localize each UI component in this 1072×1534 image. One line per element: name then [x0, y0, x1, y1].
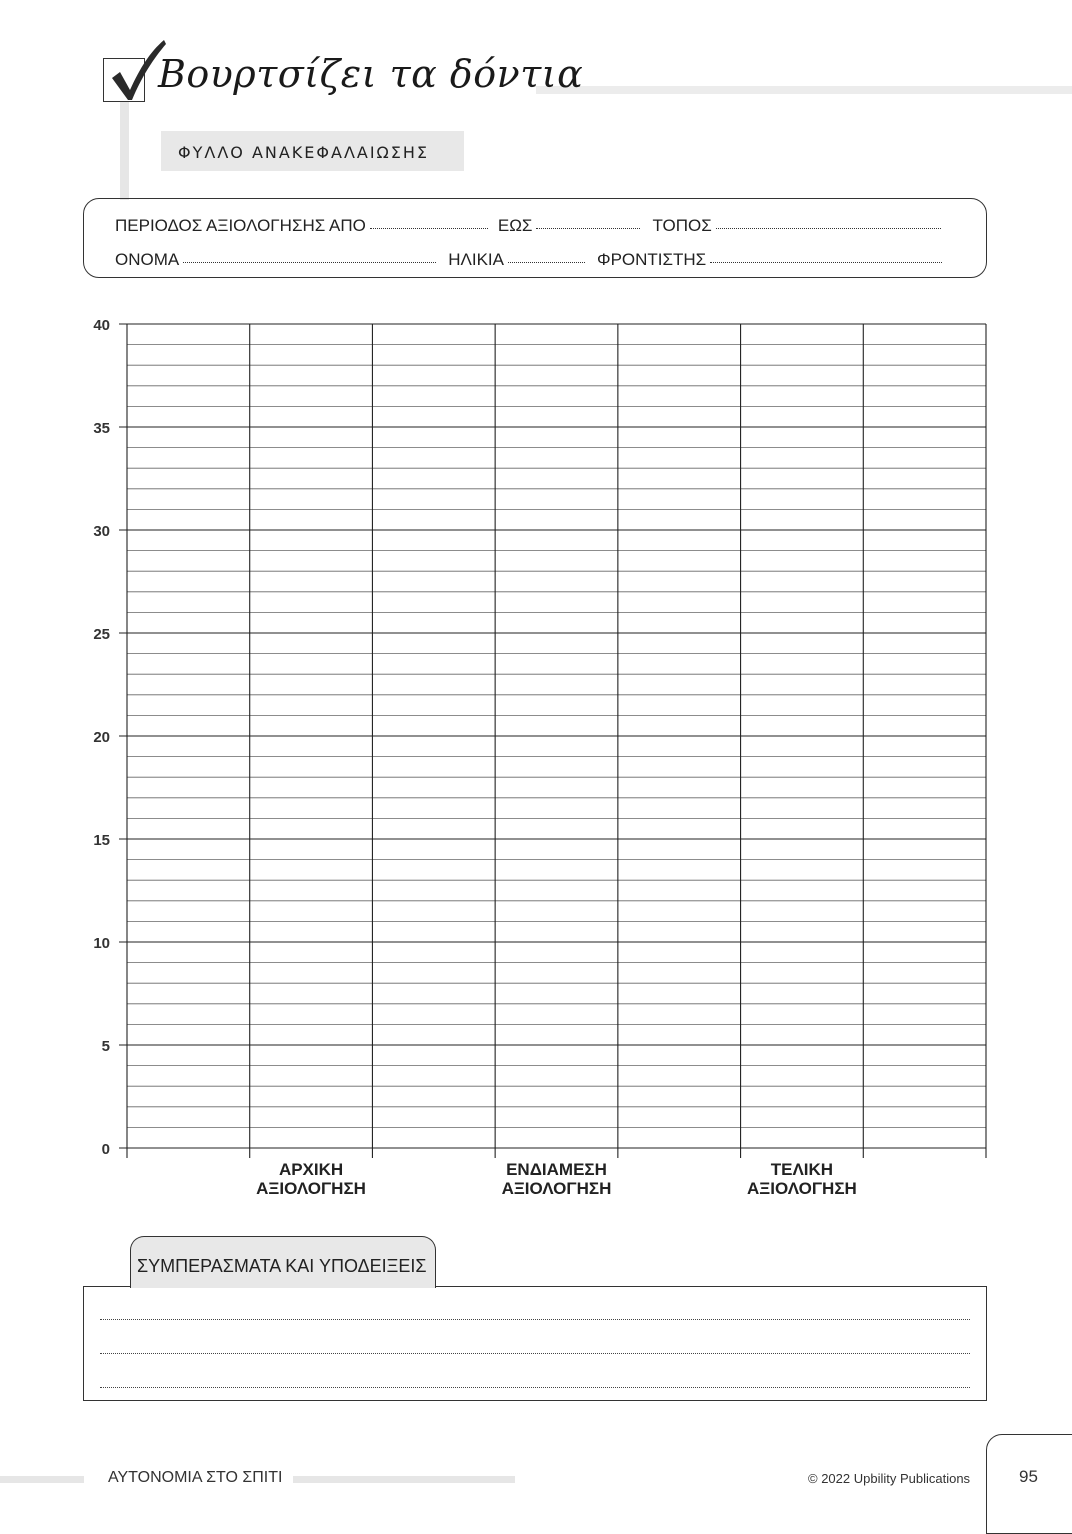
y-tick-label: 5 — [101, 1038, 110, 1055]
x-category-label — [231, 1160, 391, 1198]
x-category-label-line1: ΤΕΛΙΚΗ — [770, 1160, 834, 1179]
x-category-label-line1: ΑΡΧΙΚΗ — [278, 1160, 344, 1179]
place-label: ΤΟΠΟΣ — [652, 216, 712, 235]
page-title: Βουρτσίζει τα δόντια — [158, 52, 584, 96]
y-tick-label: 25 — [93, 626, 110, 643]
x-category-label-line2: ΑΞΙΟΛΟΓΗΣΗ — [256, 1179, 366, 1198]
conclusions-line-2[interactable] — [100, 1353, 970, 1354]
page-number: 95 — [1019, 1467, 1038, 1486]
x-category-label — [477, 1160, 637, 1198]
y-tick-label: 15 — [93, 832, 110, 849]
footer-rule-right — [293, 1476, 515, 1483]
conclusions-line-3[interactable] — [100, 1387, 970, 1388]
x-category-label-line1: ΕΝΔΙΑΜΕΣΗ — [506, 1160, 607, 1179]
age-label: ΗΛΙΚΙΑ — [448, 250, 504, 269]
y-tick-label: 10 — [93, 935, 110, 952]
footer-section-title: ΑΥΤΟΝΟΜΙΑ ΣΤΟ ΣΠΙΤΙ — [108, 1469, 283, 1486]
y-tick-label: 40 — [93, 317, 110, 334]
period-from-label: ΠΕΡΙΟΔΟΣ ΑΞΙΟΛΟΓΗΣΗΣ ΑΠΟ — [115, 216, 366, 235]
x-category-label — [722, 1160, 882, 1198]
caregiver-label: ΦΡΟΝΤΙΣΤΗΣ — [597, 250, 707, 269]
y-tick-label: 0 — [101, 1141, 110, 1158]
y-tick-label: 30 — [93, 523, 110, 540]
conclusions-label: ΣΥΜΠΕΡΑΣΜΑΤΑ ΚΑΙ ΥΠΟΔΕΙΞΕΙΣ — [137, 1256, 427, 1276]
x-category-label-line2: ΑΞΙΟΛΟΓΗΣΗ — [501, 1179, 612, 1198]
name-label: ΟΝΟΜΑ — [115, 250, 180, 269]
conclusions-line-1[interactable] — [100, 1319, 970, 1320]
y-tick-label: 35 — [93, 420, 110, 437]
y-tick-label: 20 — [93, 729, 110, 746]
subtitle: ΦΥΛΛΟ ΑΝΑΚΕΦΑΛΑΙΩΣΗΣ — [178, 143, 430, 162]
footer-rule-left — [0, 1476, 84, 1483]
footer-copyright: © 2022 Upbility Publications — [808, 1471, 971, 1486]
conclusions-box — [83, 1286, 987, 1401]
x-category-label-line2: ΑΞΙΟΛΟΓΗΣΗ — [747, 1179, 857, 1198]
until-label: ΕΩΣ — [497, 216, 533, 235]
